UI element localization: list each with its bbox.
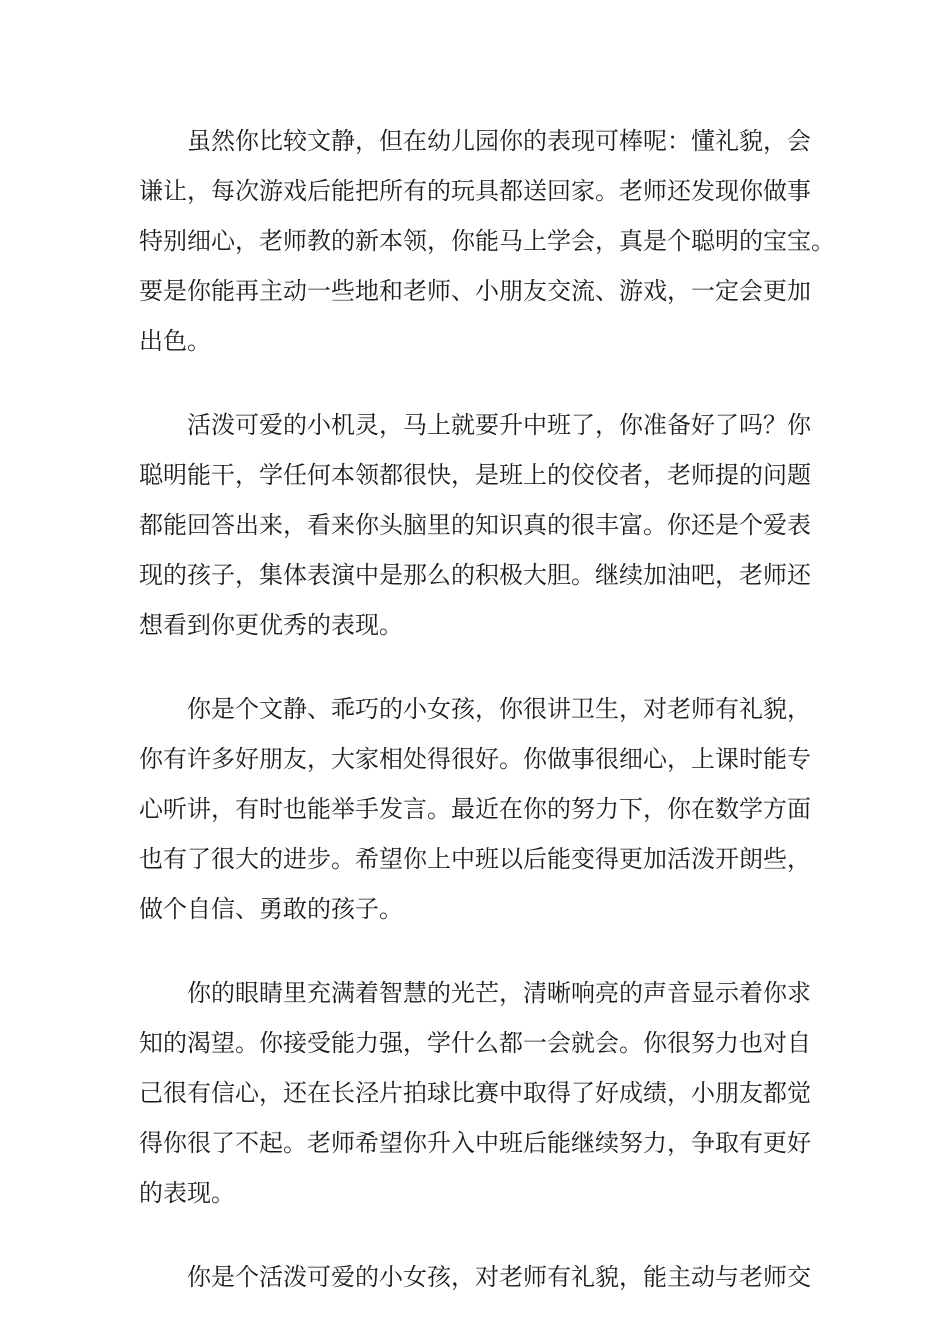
text-line: 己很有信心，还在长泾片拍球比赛中取得了好成绩，小朋友都觉: [139, 1079, 811, 1107]
text-line: 你的眼睛里充满着智慧的光芒，清晰响亮的声音显示着你求: [139, 979, 811, 1007]
paragraph-2: [139, 400, 811, 650]
text-line: 你是个文静、乖巧的小女孩，你很讲卫生，对老师有礼貌，: [139, 695, 811, 723]
text-line: 得你很了不起。老师希望你升入中班后能继续努力，争取有更好: [139, 1129, 811, 1157]
text-line: 现的孩子，集体表演中是那么的积极大胆。继续加油吧，老师还: [139, 561, 811, 589]
text-line: 知的渴望。你接受能力强，学什么都一会就会。你很努力也对自: [139, 1029, 811, 1057]
text-line: 想看到你更优秀的表现。: [139, 611, 403, 639]
paragraph-1: [139, 116, 835, 366]
text-line: 特别细心，老师教的新本领，你能马上学会，真是个聪明的宝宝。: [139, 227, 835, 255]
text-line: 出色。: [139, 327, 211, 355]
text-line: 心听讲，有时也能举手发言。最近在你的努力下，你在数学方面: [139, 795, 811, 823]
text-line: 的表现。: [139, 1179, 235, 1207]
text-line: 谦让，每次游戏后能把所有的玩具都送回家。老师还发现你做事: [139, 177, 811, 205]
text-line: 也有了很大的进步。希望你上中班以后能变得更加活泼开朗些，: [139, 845, 811, 873]
text-line: 活泼可爱的小机灵，马上就要升中班了，你准备好了吗？你: [139, 411, 811, 439]
document-body: [139, 116, 835, 1336]
text-line: 做个自信、勇敢的孩子。: [139, 895, 403, 923]
text-line: 虽然你比较文静，但在幼儿园你的表现可棒呢：懂礼貌，会: [139, 127, 811, 155]
text-line: 都能回答出来，看来你头脑里的知识真的很丰富。你还是个爱表: [139, 511, 811, 539]
text-line: 要是你能再主动一些地和老师、小朋友交流、游戏，一定会更加: [139, 277, 811, 305]
paragraph-5: [139, 1252, 811, 1302]
text-line: 你有许多好朋友，大家相处得很好。你做事很细心，上课时能专: [139, 745, 811, 773]
paragraph-3: [139, 684, 811, 934]
text-line: 聪明能干，学任何本领都很快，是班上的佼佼者，老师提的问题: [139, 461, 811, 489]
text-line: 你是个活泼可爱的小女孩，对老师有礼貌，能主动与老师交: [139, 1263, 811, 1291]
paragraph-4: [139, 968, 811, 1218]
